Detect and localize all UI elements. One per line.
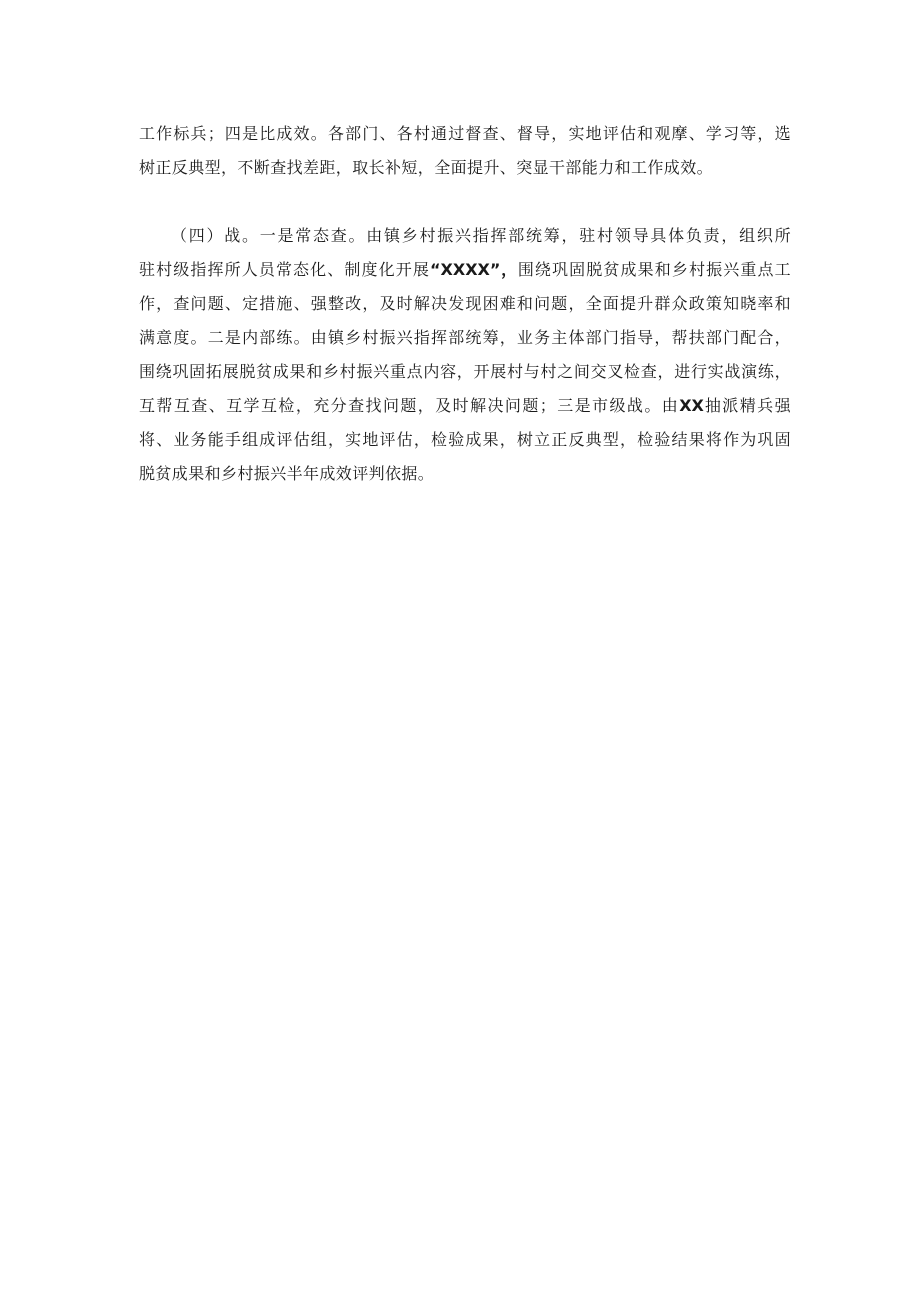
- text-line: 将、业务能手组成评估组，实地评估，检验成果，树立正反典型，检验结果将作为巩固: [139, 430, 791, 449]
- paragraph-continuation: [139, 117, 791, 185]
- text-line: 围绕巩固拓展脱贫成果和乡村振兴重点内容，开展村与村之间交叉检查，进行实战演练，: [139, 362, 791, 381]
- text-span: 驻村级指挥所人员常态化、制度化开展: [139, 260, 430, 279]
- text-span: 互帮互查、互学互检，充分查找问题，及时解决问题；三是市级战。由: [139, 396, 680, 415]
- text-line: （四）战。一是常态查。由镇乡村振兴指挥部统筹，驻村领导具体负责，组织所: [171, 226, 791, 245]
- text-line: 作，查问题、定措施、强整改，及时解决发现困难和问题，全面提升群众政策知晓率和: [139, 294, 791, 313]
- bold-placeholder: XX: [679, 396, 704, 415]
- text-line: [139, 253, 791, 287]
- text-line: [139, 389, 791, 423]
- text-span: 围绕巩固脱贫成果和乡村振兴重点工: [517, 260, 791, 279]
- text-line: 满意度。二是内部练。由镇乡村振兴指挥部统筹，业务主体部门指导，帮扶部门配合，: [139, 328, 791, 347]
- paragraph-section-four: [139, 219, 791, 491]
- text-line: 树正反典型，不断查找差距，取长补短，全面提升、突显干部能力和工作成效。: [139, 158, 714, 177]
- text-line: 脱贫成果和乡村振兴半年成效评判依据。: [139, 464, 435, 483]
- text-line: 工作标兵；四是比成效。各部门、各村通过督查、督导，实地评估和观摩、学习等，选: [139, 124, 791, 143]
- text-span: 抽派精兵强: [703, 396, 791, 415]
- bold-placeholder: “XXXX”，: [430, 260, 518, 279]
